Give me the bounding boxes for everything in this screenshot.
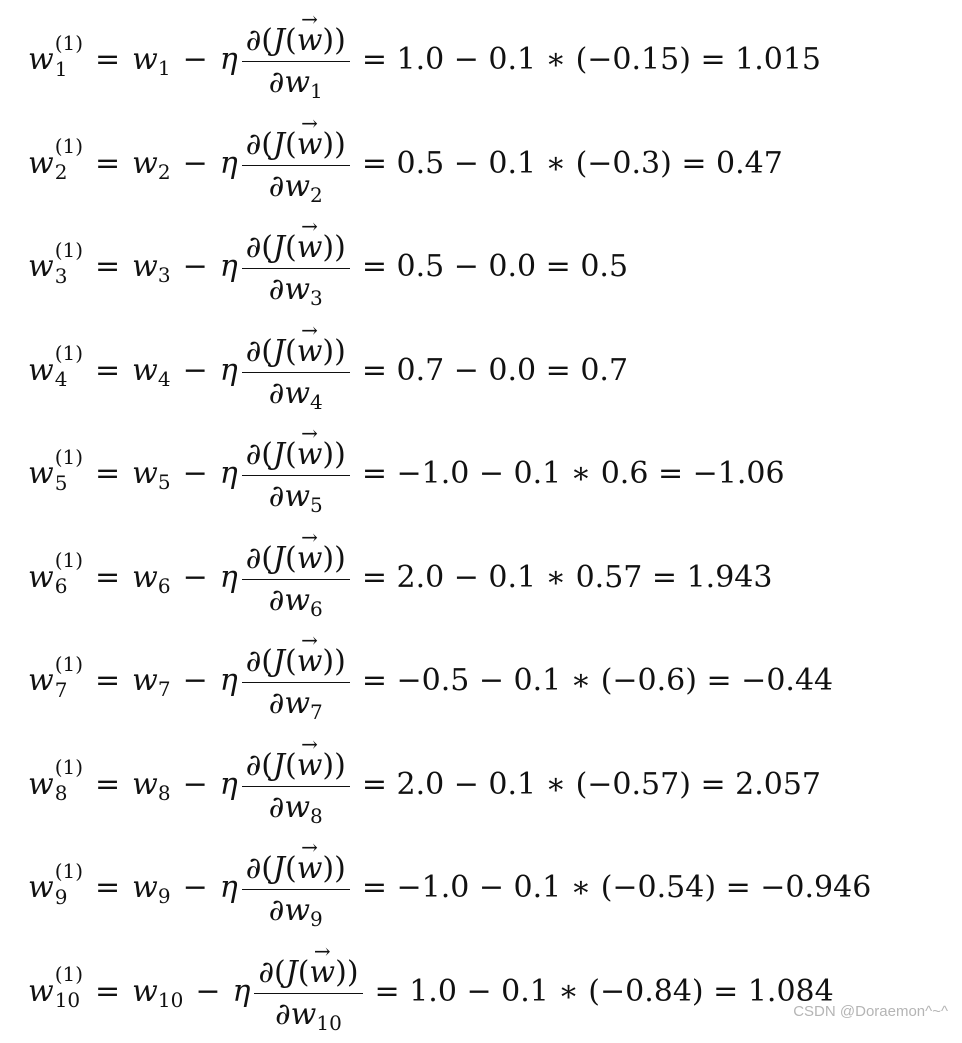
equation-row [28, 319, 948, 423]
old-weight [132, 870, 170, 905]
fraction-numerator: ∂(J(→ w)) [242, 749, 350, 787]
iteration-superscript: (1) [55, 654, 83, 674]
weight-symbol: w [28, 974, 54, 1009]
fraction-numerator: ∂(J(→ w)) [242, 852, 350, 890]
minus-sign: − [183, 353, 208, 388]
minus-sign: − [183, 249, 208, 284]
old-weight [132, 456, 170, 491]
equals-sign: = [95, 146, 120, 181]
equation-row [28, 526, 948, 630]
learning-rate-symbol: η [220, 249, 238, 284]
gradient-fraction [242, 231, 350, 306]
fraction-denominator: ∂ w 3 [269, 269, 323, 306]
weight-vector: → w [297, 438, 323, 471]
learning-rate-symbol: η [220, 560, 238, 595]
weight-symbol: w [132, 42, 158, 77]
weight-indices [55, 136, 83, 182]
weight-symbol: w [28, 146, 54, 181]
minus-sign: − [183, 42, 208, 77]
old-weight [132, 249, 170, 284]
equals-sign: = [95, 767, 120, 802]
old-weight [132, 663, 170, 698]
updated-weight [28, 244, 83, 290]
weight-symbol: w [28, 870, 54, 905]
fraction-denominator: ∂ w 1 [269, 62, 323, 99]
old-weight [132, 353, 170, 388]
gradient-fraction [242, 542, 350, 617]
updated-weight [28, 761, 83, 807]
iteration-superscript: (1) [55, 240, 83, 260]
equals-sign: = [95, 663, 120, 698]
old-weight [132, 767, 170, 802]
equals-sign: = [95, 560, 120, 595]
weight-vector: → w [297, 645, 323, 678]
weight-index: 8 [55, 783, 68, 803]
weight-indices [55, 757, 83, 803]
iteration-superscript: (1) [55, 861, 83, 881]
weight-index: 3 [55, 266, 68, 286]
weight-symbol: w [132, 353, 158, 388]
weight-symbol: w [132, 560, 158, 595]
fraction-denominator: ∂ w 7 [269, 683, 323, 720]
weight-indices [55, 654, 83, 700]
gradient-fraction [254, 956, 362, 1031]
gradient-fraction [242, 749, 350, 824]
weight-symbol: w [28, 249, 54, 284]
gradient-fraction [242, 128, 350, 203]
equation-row [28, 940, 948, 1043]
weight-index: 7 [55, 680, 68, 700]
minus-sign: − [183, 870, 208, 905]
iteration-superscript: (1) [55, 343, 83, 363]
old-weight [132, 560, 170, 595]
old-weight [132, 974, 183, 1009]
weight-symbol: w [132, 456, 158, 491]
weight-symbol: w [132, 767, 158, 802]
fraction-numerator: ∂(J(→ w)) [242, 335, 350, 373]
weight-symbol: w [28, 663, 54, 698]
numeric-evaluation: = −1.0 − 0.1 ∗ (−0.54) = −0.946 [362, 870, 871, 905]
updated-weight [28, 658, 83, 704]
updated-weight [28, 347, 83, 393]
fraction-denominator: ∂ w 6 [269, 580, 323, 617]
weight-indices [55, 861, 83, 907]
numeric-evaluation: = 0.5 − 0.1 ∗ (−0.3) = 0.47 [362, 146, 783, 181]
weight-indices [55, 240, 83, 286]
fraction-numerator: ∂(J(→ w)) [242, 24, 350, 62]
learning-rate-symbol: η [220, 870, 238, 905]
old-weight [132, 146, 170, 181]
weight-vector: → w [297, 542, 323, 575]
iteration-superscript: (1) [55, 447, 83, 467]
fraction-numerator: ∂(J(→ w)) [242, 645, 350, 683]
numeric-evaluation: = 0.5 − 0.0 = 0.5 [362, 249, 628, 284]
weight-vector: → w [297, 335, 323, 368]
weight-index: 9 [55, 887, 68, 907]
numeric-evaluation: = 0.7 − 0.0 = 0.7 [362, 353, 628, 388]
equation-list [28, 8, 948, 1043]
equation-row [28, 629, 948, 733]
fraction-denominator: ∂ w 4 [269, 373, 323, 410]
fraction-numerator: ∂(J(→ w)) [254, 956, 362, 994]
weight-index: 10 [55, 990, 80, 1010]
numeric-evaluation: = −1.0 − 0.1 ∗ 0.6 = −1.06 [362, 456, 785, 491]
minus-sign: − [183, 767, 208, 802]
numeric-evaluation: = 1.0 − 0.1 ∗ (−0.15) = 1.015 [362, 42, 821, 77]
updated-weight [28, 451, 83, 497]
equals-sign: = [95, 42, 120, 77]
updated-weight [28, 140, 83, 186]
updated-weight [28, 865, 83, 911]
weight-index: 9 [158, 884, 171, 908]
learning-rate-symbol: η [220, 353, 238, 388]
weight-index: 5 [158, 470, 171, 494]
weight-vector: → w [297, 749, 323, 782]
iteration-superscript: (1) [55, 33, 83, 53]
weight-index: 8 [158, 781, 171, 805]
equation-row [28, 733, 948, 837]
equation-row [28, 215, 948, 319]
minus-sign: − [183, 663, 208, 698]
weight-index: 1 [55, 59, 68, 79]
fraction-denominator: ∂ w 8 [269, 787, 323, 824]
weight-index: 6 [55, 576, 68, 596]
weight-index: 5 [55, 473, 68, 493]
weight-index: 4 [158, 367, 171, 391]
weight-index: 6 [158, 574, 171, 598]
weight-index: 7 [158, 677, 171, 701]
fraction-denominator: ∂ w 2 [269, 166, 323, 203]
equals-sign: = [95, 974, 120, 1009]
weight-indices [55, 550, 83, 596]
weight-symbol: w [132, 249, 158, 284]
numeric-evaluation: = 2.0 − 0.1 ∗ (−0.57) = 2.057 [362, 767, 821, 802]
weight-vector: → w [297, 231, 323, 264]
weight-index: 10 [158, 988, 183, 1012]
weight-symbol: w [28, 353, 54, 388]
equation-row [28, 422, 948, 526]
weight-symbol: w [132, 146, 158, 181]
equals-sign: = [95, 456, 120, 491]
weight-index: 3 [158, 263, 171, 287]
gradient-fraction [242, 438, 350, 513]
equals-sign: = [95, 870, 120, 905]
numeric-evaluation: = 1.0 − 0.1 ∗ (−0.84) = 1.084 [375, 974, 834, 1009]
equation-row [28, 8, 948, 112]
fraction-denominator: ∂ w 5 [269, 476, 323, 513]
iteration-superscript: (1) [55, 136, 83, 156]
weight-symbol: w [28, 42, 54, 77]
weight-indices [55, 964, 83, 1010]
gradient-fraction [242, 645, 350, 720]
weight-indices [55, 343, 83, 389]
weight-symbol: w [28, 456, 54, 491]
updated-weight [28, 554, 83, 600]
fraction-denominator: ∂ w 10 [275, 994, 342, 1031]
learning-rate-symbol: η [220, 663, 238, 698]
learning-rate-symbol: η [232, 974, 250, 1009]
equation-row [28, 836, 948, 940]
old-weight [132, 42, 170, 77]
minus-sign: − [195, 974, 220, 1009]
gradient-fraction [242, 24, 350, 99]
weight-symbol: w [28, 560, 54, 595]
weight-symbol: w [28, 767, 54, 802]
iteration-superscript: (1) [55, 757, 83, 777]
equation-row [28, 112, 948, 216]
weight-indices [55, 447, 83, 493]
weight-vector: → w [297, 852, 323, 885]
weight-index: 2 [158, 160, 171, 184]
weight-vector: → w [309, 956, 335, 989]
updated-weight [28, 37, 83, 83]
weight-index: 4 [55, 369, 68, 389]
equals-sign: = [95, 353, 120, 388]
minus-sign: − [183, 456, 208, 491]
minus-sign: − [183, 560, 208, 595]
numeric-evaluation: = −0.5 − 0.1 ∗ (−0.6) = −0.44 [362, 663, 833, 698]
watermark: CSDN @Doraemon^~^ [793, 1003, 948, 1020]
weight-symbol: w [132, 870, 158, 905]
updated-weight [28, 968, 83, 1014]
gradient-fraction [242, 335, 350, 410]
gradient-fraction [242, 852, 350, 927]
iteration-superscript: (1) [55, 964, 83, 984]
weight-index: 2 [55, 162, 68, 182]
learning-rate-symbol: η [220, 767, 238, 802]
equals-sign: = [95, 249, 120, 284]
weight-symbol: w [132, 974, 158, 1009]
learning-rate-symbol: η [220, 146, 238, 181]
weight-vector: → w [297, 24, 323, 57]
fraction-numerator: ∂(J(→ w)) [242, 438, 350, 476]
numeric-evaluation: = 2.0 − 0.1 ∗ 0.57 = 1.943 [362, 560, 773, 595]
weight-symbol: w [132, 663, 158, 698]
minus-sign: − [183, 146, 208, 181]
weight-index: 1 [158, 56, 171, 80]
fraction-numerator: ∂(J(→ w)) [242, 542, 350, 580]
weight-indices [55, 33, 83, 79]
weight-vector: → w [297, 128, 323, 161]
fraction-numerator: ∂(J(→ w)) [242, 128, 350, 166]
fraction-denominator: ∂ w 9 [269, 890, 323, 927]
learning-rate-symbol: η [220, 456, 238, 491]
iteration-superscript: (1) [55, 550, 83, 570]
learning-rate-symbol: η [220, 42, 238, 77]
fraction-numerator: ∂(J(→ w)) [242, 231, 350, 269]
